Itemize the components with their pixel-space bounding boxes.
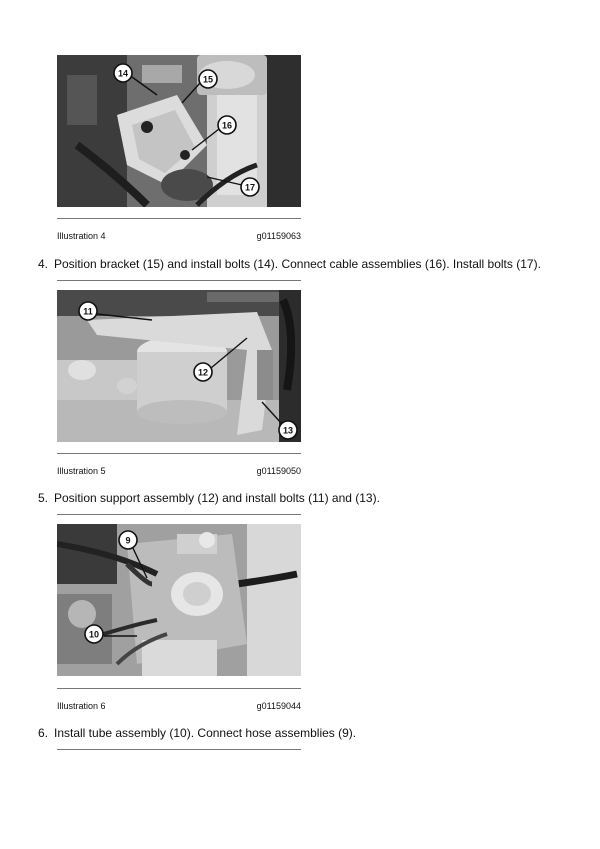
illustration-4-rule [57, 218, 301, 219]
illustration-6-photo [57, 524, 301, 676]
step-6 [38, 726, 356, 740]
step-6-number: 6. [38, 726, 49, 740]
svg-text:16: 16 [221, 120, 233, 131]
end-rule [57, 749, 301, 750]
svg-text:13: 13 [282, 425, 294, 436]
svg-text:11: 11 [83, 306, 93, 317]
step-4-number: 4. [38, 257, 49, 271]
svg-text:12: 12 [197, 367, 209, 378]
step-5-text: Position support assembly (12) and install bolts (11) and (13). [54, 491, 380, 505]
svg-text:10: 10 [88, 629, 100, 640]
illustration-4-label: Illustration 4 [57, 231, 106, 241]
svg-text:9: 9 [125, 535, 131, 546]
illustration-5-label: Illustration 5 [57, 466, 106, 476]
step-5-number: 5. [38, 491, 49, 505]
svg-text:17: 17 [244, 182, 256, 193]
illustration-4-ref: g01159063 [256, 231, 301, 241]
step-6-text: Install tube assembly (10). Connect hose assemblies (9). [54, 726, 357, 740]
step-4 [38, 257, 541, 271]
illustration-5-photo [57, 290, 301, 442]
svg-text:15: 15 [202, 74, 214, 85]
illustration-5-rule [57, 453, 301, 454]
step-5 [38, 491, 380, 505]
illustration-4-photo [57, 55, 301, 207]
illustration-5-ref: g01159050 [256, 466, 301, 476]
illustration-6-rule [57, 688, 301, 689]
svg-text:14: 14 [117, 68, 129, 79]
illustration-5-top-rule [57, 280, 301, 281]
illustration-6-top-rule [57, 514, 301, 515]
illustration-6-ref: g01159044 [256, 701, 301, 711]
step-4-text: Position bracket (15) and install bolts (14). Connect cable assemblies (16). Install bolts (17). [54, 257, 541, 271]
illustration-6-label: Illustration 6 [57, 701, 106, 711]
